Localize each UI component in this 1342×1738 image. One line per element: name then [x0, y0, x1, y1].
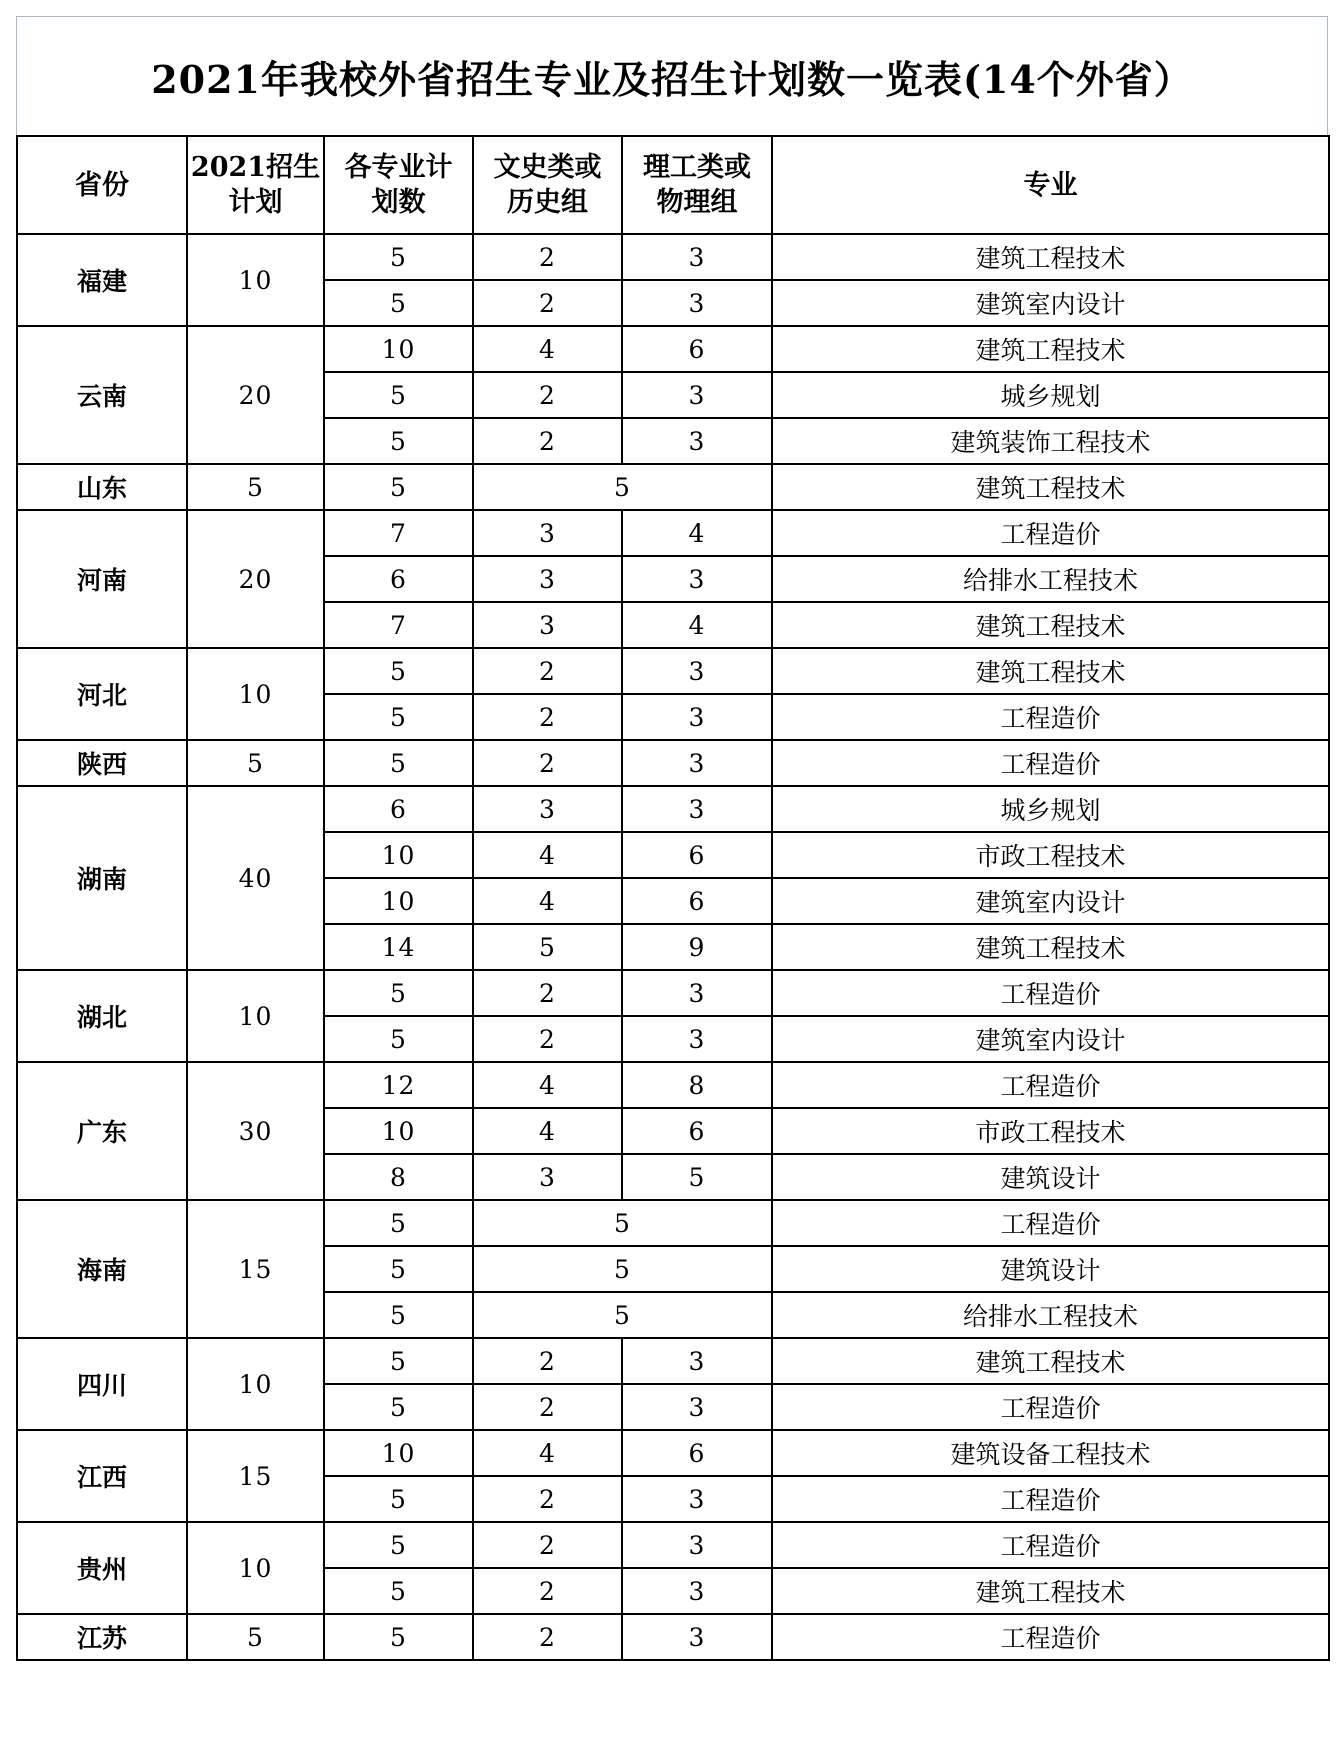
science-count: 6 — [622, 1108, 772, 1154]
major-plan-count: 5 — [324, 1568, 473, 1614]
liberal-arts-count: 3 — [473, 556, 622, 602]
major-name: 工程造价 — [772, 740, 1329, 786]
major-plan-count: 5 — [324, 1292, 473, 1338]
province-plan-total: 15 — [187, 1200, 324, 1338]
province-plan-total: 10 — [187, 1522, 324, 1614]
major-name: 建筑装饰工程技术 — [772, 418, 1329, 464]
science-count: 3 — [622, 372, 772, 418]
liberal-arts-count: 2 — [473, 418, 622, 464]
province-name: 江苏 — [17, 1614, 187, 1660]
science-count: 3 — [622, 234, 772, 280]
header-major: 专业 — [772, 136, 1329, 234]
major-plan-count: 8 — [324, 1154, 473, 1200]
province-name: 海南 — [17, 1200, 187, 1338]
major-name: 城乡规划 — [772, 372, 1329, 418]
combined-category-count: 5 — [473, 1292, 772, 1338]
major-name: 建筑室内设计 — [772, 878, 1329, 924]
major-plan-count: 10 — [324, 1430, 473, 1476]
major-plan-count: 5 — [324, 280, 473, 326]
science-count: 3 — [622, 740, 772, 786]
table-row — [17, 1614, 1329, 1660]
liberal-arts-count: 2 — [473, 1568, 622, 1614]
table-row — [17, 234, 1329, 280]
major-name: 建筑工程技术 — [772, 1568, 1329, 1614]
major-name: 建筑设计 — [772, 1246, 1329, 1292]
science-count: 6 — [622, 1430, 772, 1476]
header-major-plan: 各专业计 划数 — [324, 136, 473, 234]
major-name: 建筑室内设计 — [772, 1016, 1329, 1062]
header-plan-total: 2021招生 计划 — [187, 136, 324, 234]
province-plan-total: 10 — [187, 1338, 324, 1430]
header-science: 理工类或 物理组 — [622, 136, 772, 234]
major-plan-count: 5 — [324, 1200, 473, 1246]
liberal-arts-count: 3 — [473, 510, 622, 556]
major-name: 工程造价 — [772, 1614, 1329, 1660]
table-row — [17, 1430, 1329, 1476]
table-row — [17, 786, 1329, 832]
major-plan-count: 5 — [324, 1246, 473, 1292]
science-count: 3 — [622, 556, 772, 602]
liberal-arts-count: 3 — [473, 786, 622, 832]
major-name: 工程造价 — [772, 1200, 1329, 1246]
province-name: 云南 — [17, 326, 187, 464]
major-name: 给排水工程技术 — [772, 1292, 1329, 1338]
science-count: 3 — [622, 648, 772, 694]
science-count: 3 — [622, 1384, 772, 1430]
province-plan-total: 15 — [187, 1430, 324, 1522]
major-name: 建筑设计 — [772, 1154, 1329, 1200]
science-count: 6 — [622, 326, 772, 372]
major-name: 工程造价 — [772, 510, 1329, 556]
province-plan-total: 20 — [187, 326, 324, 464]
province-name: 广东 — [17, 1062, 187, 1200]
major-name: 市政工程技术 — [772, 832, 1329, 878]
major-name: 建筑工程技术 — [772, 924, 1329, 970]
major-plan-count: 5 — [324, 740, 473, 786]
table-row — [17, 1062, 1329, 1108]
major-name: 工程造价 — [772, 1384, 1329, 1430]
liberal-arts-count: 2 — [473, 280, 622, 326]
major-plan-count: 5 — [324, 372, 473, 418]
major-plan-count: 12 — [324, 1062, 473, 1108]
major-name: 建筑工程技术 — [772, 234, 1329, 280]
major-plan-count: 5 — [324, 1476, 473, 1522]
table-row — [17, 1338, 1329, 1384]
science-count: 3 — [622, 1614, 772, 1660]
combined-category-count: 5 — [473, 1246, 772, 1292]
major-name: 城乡规划 — [772, 786, 1329, 832]
science-count: 3 — [622, 694, 772, 740]
table-row — [17, 1200, 1329, 1246]
major-name: 市政工程技术 — [772, 1108, 1329, 1154]
province-name: 湖南 — [17, 786, 187, 970]
science-count: 8 — [622, 1062, 772, 1108]
major-plan-count: 7 — [324, 602, 473, 648]
liberal-arts-count: 2 — [473, 1338, 622, 1384]
table-row — [17, 970, 1329, 1016]
table-row — [17, 1522, 1329, 1568]
major-plan-count: 5 — [324, 694, 473, 740]
liberal-arts-count: 3 — [473, 602, 622, 648]
science-count: 3 — [622, 280, 772, 326]
liberal-arts-count: 2 — [473, 1384, 622, 1430]
province-name: 福建 — [17, 234, 187, 326]
enrollment-plan-table — [16, 135, 1330, 1661]
major-plan-count: 5 — [324, 1522, 473, 1568]
science-count: 4 — [622, 602, 772, 648]
liberal-arts-count: 4 — [473, 1430, 622, 1476]
major-name: 工程造价 — [772, 1476, 1329, 1522]
science-count: 3 — [622, 786, 772, 832]
science-count: 6 — [622, 832, 772, 878]
province-plan-total: 40 — [187, 786, 324, 970]
combined-category-count: 5 — [473, 464, 772, 510]
province-name: 陕西 — [17, 740, 187, 786]
science-count: 3 — [622, 1522, 772, 1568]
major-plan-count: 14 — [324, 924, 473, 970]
major-plan-count: 5 — [324, 1338, 473, 1384]
major-name: 建筑工程技术 — [772, 326, 1329, 372]
major-name: 建筑设备工程技术 — [772, 1430, 1329, 1476]
science-count: 3 — [622, 1476, 772, 1522]
science-count: 6 — [622, 878, 772, 924]
science-count: 3 — [622, 1338, 772, 1384]
liberal-arts-count: 2 — [473, 740, 622, 786]
major-plan-count: 10 — [324, 326, 473, 372]
major-name: 建筑工程技术 — [772, 1338, 1329, 1384]
major-plan-count: 10 — [324, 832, 473, 878]
major-plan-count: 6 — [324, 556, 473, 602]
major-plan-count: 5 — [324, 1016, 473, 1062]
major-name: 建筑工程技术 — [772, 648, 1329, 694]
major-name: 建筑工程技术 — [772, 464, 1329, 510]
table-row — [17, 740, 1329, 786]
province-name: 贵州 — [17, 1522, 187, 1614]
table-row — [17, 510, 1329, 556]
liberal-arts-count: 4 — [473, 326, 622, 372]
table-row — [17, 326, 1329, 372]
major-name: 建筑工程技术 — [772, 602, 1329, 648]
major-name: 工程造价 — [772, 1522, 1329, 1568]
province-plan-total: 5 — [187, 464, 324, 510]
liberal-arts-count: 2 — [473, 234, 622, 280]
liberal-arts-count: 2 — [473, 970, 622, 1016]
province-name: 四川 — [17, 1338, 187, 1430]
liberal-arts-count: 2 — [473, 694, 622, 740]
major-plan-count: 7 — [324, 510, 473, 556]
province-plan-total: 5 — [187, 1614, 324, 1660]
major-plan-count: 5 — [324, 418, 473, 464]
major-plan-count: 5 — [324, 464, 473, 510]
major-plan-count: 5 — [324, 234, 473, 280]
liberal-arts-count: 4 — [473, 1062, 622, 1108]
province-name: 河北 — [17, 648, 187, 740]
science-count: 5 — [622, 1154, 772, 1200]
major-plan-count: 5 — [324, 1614, 473, 1660]
major-name: 工程造价 — [772, 970, 1329, 1016]
province-plan-total: 30 — [187, 1062, 324, 1200]
science-count: 3 — [622, 1016, 772, 1062]
header-liberal-arts: 文史类或 历史组 — [473, 136, 622, 234]
province-name: 江西 — [17, 1430, 187, 1522]
science-count: 3 — [622, 970, 772, 1016]
province-plan-total: 5 — [187, 740, 324, 786]
header-province: 省份 — [17, 136, 187, 234]
province-plan-total: 20 — [187, 510, 324, 648]
major-plan-count: 5 — [324, 648, 473, 694]
major-plan-count: 6 — [324, 786, 473, 832]
table-row — [17, 464, 1329, 510]
liberal-arts-count: 2 — [473, 1016, 622, 1062]
science-count: 9 — [622, 924, 772, 970]
major-plan-count: 5 — [324, 1384, 473, 1430]
liberal-arts-count: 2 — [473, 1522, 622, 1568]
table-row — [17, 648, 1329, 694]
combined-category-count: 5 — [473, 1200, 772, 1246]
major-name: 工程造价 — [772, 1062, 1329, 1108]
province-name: 湖北 — [17, 970, 187, 1062]
liberal-arts-count: 3 — [473, 1154, 622, 1200]
liberal-arts-count: 4 — [473, 1108, 622, 1154]
major-plan-count: 10 — [324, 1108, 473, 1154]
major-plan-count: 5 — [324, 970, 473, 1016]
science-count: 3 — [622, 418, 772, 464]
liberal-arts-count: 4 — [473, 878, 622, 924]
table-body — [17, 234, 1329, 1660]
major-name: 给排水工程技术 — [772, 556, 1329, 602]
province-name: 山东 — [17, 464, 187, 510]
document-title: 2021年我校外省招生专业及招生计划数一览表(14个外省） — [16, 16, 1328, 135]
province-name: 河南 — [17, 510, 187, 648]
science-count: 3 — [622, 1568, 772, 1614]
liberal-arts-count: 5 — [473, 924, 622, 970]
major-name: 工程造价 — [772, 694, 1329, 740]
province-plan-total: 10 — [187, 234, 324, 326]
liberal-arts-count: 2 — [473, 1476, 622, 1522]
table-header-row — [17, 136, 1329, 234]
liberal-arts-count: 4 — [473, 832, 622, 878]
science-count: 4 — [622, 510, 772, 556]
document-frame — [16, 16, 1328, 1722]
liberal-arts-count: 2 — [473, 648, 622, 694]
major-name: 建筑室内设计 — [772, 280, 1329, 326]
province-plan-total: 10 — [187, 970, 324, 1062]
liberal-arts-count: 2 — [473, 1614, 622, 1660]
major-plan-count: 10 — [324, 878, 473, 924]
province-plan-total: 10 — [187, 648, 324, 740]
liberal-arts-count: 2 — [473, 372, 622, 418]
